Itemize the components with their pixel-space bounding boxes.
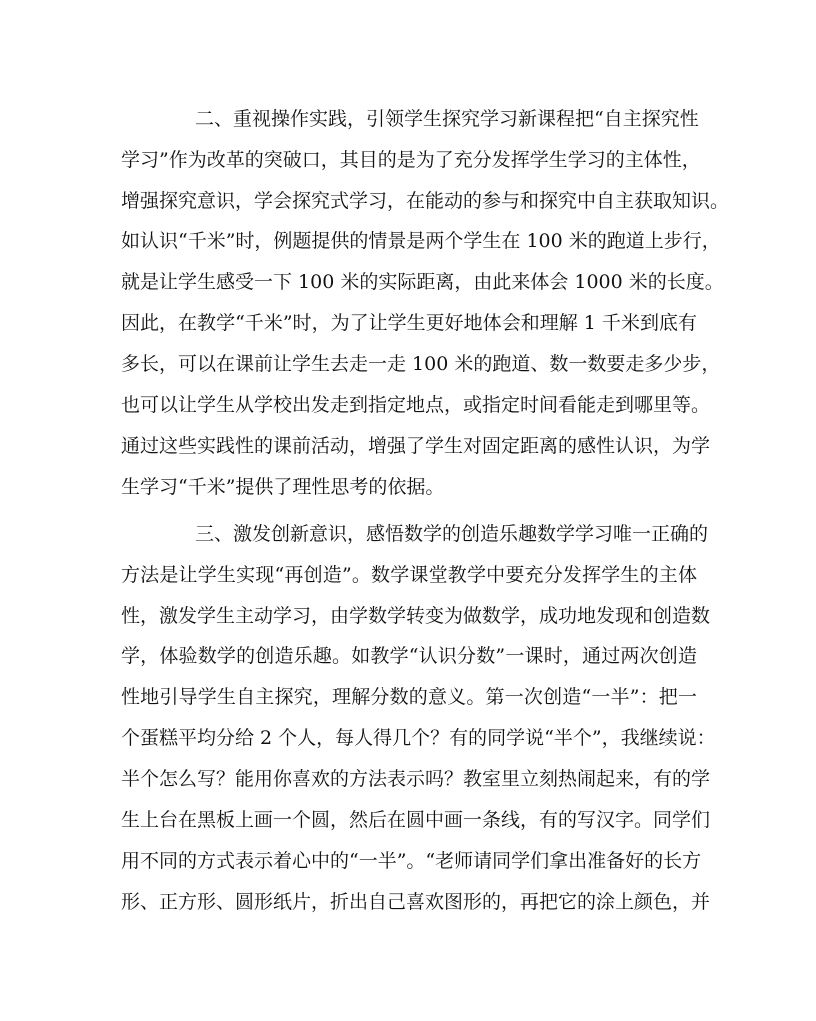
paragraph-1-line-5: 就是让学生感受一下 100 米的实际距离，由此来体会 1000 米的长度。 bbox=[121, 271, 724, 293]
paragraph-1-line-4: 如认识“千米”时，例题提供的情景是两个学生在 100 米的跑道上步行， bbox=[121, 230, 721, 252]
paragraph-2-line-7: 半个怎么写？能用你喜欢的方法表示吗？教室里立刻热闹起来，有的学 bbox=[121, 768, 711, 790]
paragraph-2-line-6: 个蛋糕平均分给 2 个人，每人得几个？有的同学说“半个”，我继续说： bbox=[121, 727, 716, 749]
paragraph-2-line-3: 性，激发学生主动学习，由学数学转变为做数学，成功地发现和创造数 bbox=[121, 605, 711, 627]
paragraph-1-line-10: 生学习“千米”提供了理性思考的依据。 bbox=[121, 476, 445, 498]
paragraph-2-line-5: 性地引导学生自主探究，理解分数的意义。第一次创造“一半”：把一 bbox=[121, 686, 697, 708]
paragraph-1-line-1: 二、重视操作实践，引领学生探究学习新课程把“自主探究性 bbox=[195, 108, 699, 130]
paragraph-1-line-8: 也可以让学生从学校出发走到指定地点，或指定时间看能走到哪里等。 bbox=[121, 394, 711, 416]
paragraph-2-line-9: 用不同的方式表示着心中的“一半”。“老师请同学们拿出准备好的长方 bbox=[121, 850, 702, 872]
paragraph-2-line-8: 生上台在黑板上画一个圆，然后在圆中画一条线，有的写汉字。同学们 bbox=[121, 809, 711, 831]
paragraph-2-line-2: 方法是让学生实现“再创造”。数学课堂教学中要充分发挥学生的主体 bbox=[121, 564, 697, 586]
paragraph-2-line-1: 三、激发创新意识，感悟数学的创造乐趣数学学习唯一正确的 bbox=[195, 523, 709, 545]
paragraph-1-line-3: 增强探究意识，学会探究式学习，在能动的参与和探究中自主获取知识。 bbox=[121, 190, 730, 212]
paragraph-2-line-10: 形、正方形、圆形纸片，折出自己喜欢图形的，再把它的涂上颜色，并 bbox=[121, 891, 711, 913]
paragraph-1-line-7: 多长，可以在课前让学生去走一走 100 米的跑道、数一数要走多少步， bbox=[121, 353, 721, 375]
paragraph-1-line-6: 因此，在教学“千米”时，为了让学生更好地体会和理解 1 千米到底有 bbox=[121, 312, 697, 334]
paragraph-2-line-4: 学，体验数学的创造乐趣。如教学“认识分数”一课时，通过两次创造 bbox=[121, 645, 697, 667]
paragraph-1-line-2: 学习”作为改革的突破口，其目的是为了充分发挥学生学习的主体性， bbox=[121, 149, 701, 171]
paragraph-1-line-9: 通过这些实践性的课前活动，增强了学生对固定距离的感性认识，为学 bbox=[121, 435, 711, 457]
